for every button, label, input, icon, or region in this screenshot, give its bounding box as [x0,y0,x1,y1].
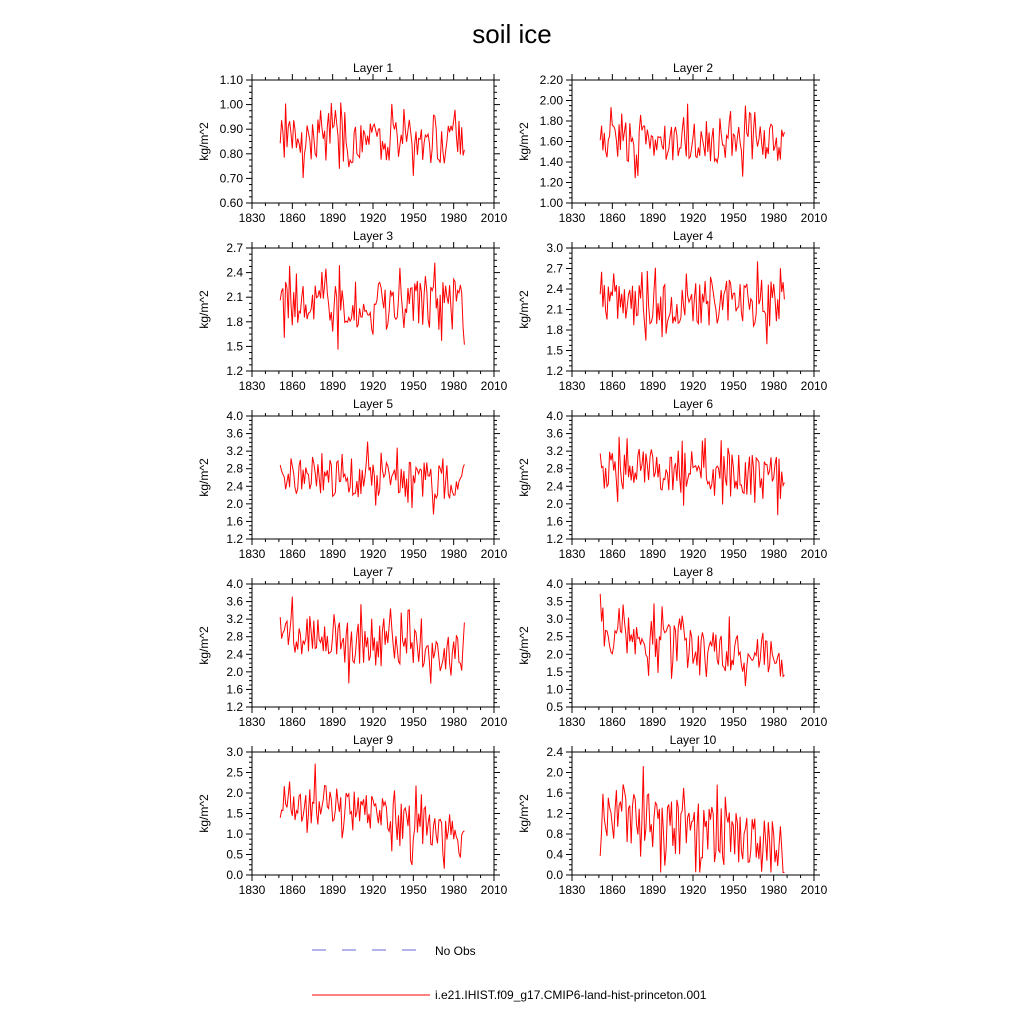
y-tick-label: 1.00 [539,196,563,210]
figure-title: soil ice [472,19,552,49]
x-tick-label: 1950 [399,715,427,729]
x-tick-label: 1980 [440,547,468,561]
chart-panel-layer-1 [197,61,508,225]
y-tick-label: 3.6 [226,426,243,441]
x-tick-label: 1950 [719,883,747,897]
y-tick-label: 2.4 [546,282,563,296]
x-tick-label: 1920 [679,379,707,393]
y-tick-label: 2.5 [546,629,563,644]
y-tick-label: 3.0 [546,612,563,627]
x-tick-label: 1920 [679,715,707,729]
x-tick-label: 1860 [598,211,626,225]
plot-frame [572,752,814,875]
y-tick-label: 1.6 [546,514,563,529]
panel-title: Layer 5 [352,397,394,411]
x-tick-label: 1890 [319,379,347,393]
y-tick-label: 3.5 [546,594,563,609]
y-tick-label: 1.2 [226,700,243,714]
x-tick-label: 1950 [719,211,747,225]
x-tick-label: 1950 [399,883,427,897]
y-tick-label: 3.2 [226,444,243,459]
x-tick-label: 1890 [319,715,347,729]
y-tick-label: 1.00 [219,97,243,112]
y-axis-label: kg/m^2 [517,794,531,833]
x-tick-label: 1980 [760,715,788,729]
x-tick-label: 1920 [359,379,387,393]
panel-title: Layer 9 [352,733,394,747]
x-tick-label: 2010 [800,547,828,561]
x-tick-label: 1920 [359,211,387,225]
y-tick-label: 1.6 [226,682,243,697]
y-tick-label: 3.6 [226,594,243,609]
x-tick-label: 1890 [319,211,347,225]
y-tick-label: 2.0 [226,664,243,679]
y-tick-label: 1.2 [546,364,563,378]
y-tick-label: 2.4 [546,479,563,494]
x-tick-label: 1830 [558,547,586,561]
y-axis-label: kg/m^2 [517,290,531,329]
y-axis-label: kg/m^2 [517,458,531,497]
plot-frame [572,584,814,707]
legend [312,944,707,1002]
chart-panel-layer-6 [517,397,828,561]
y-tick-label: 0.4 [546,847,563,862]
series-line [280,442,464,515]
plot-frame [252,752,494,875]
y-tick-label: 1.8 [226,314,243,329]
y-tick-label: 0.5 [226,847,243,862]
y-tick-label: 3.0 [226,745,243,759]
y-tick-label: 3.6 [546,426,563,441]
x-tick-label: 2010 [800,211,828,225]
x-tick-label: 1920 [679,883,707,897]
x-tick-label: 1950 [399,211,427,225]
y-tick-label: 2.0 [226,786,243,800]
y-tick-label: 1.40 [539,155,563,169]
x-tick-label: 1860 [278,211,306,225]
y-tick-label: 4.0 [226,577,243,591]
chart-panel-layer-2 [517,61,828,225]
chart-panel-layer-9 [197,733,508,897]
x-tick-label: 1950 [719,379,747,393]
x-tick-label: 1890 [639,211,667,225]
chart-panel-layer-8 [517,565,828,729]
x-tick-label: 1890 [639,883,667,897]
x-tick-label: 1890 [639,715,667,729]
x-tick-label: 1980 [760,547,788,561]
y-tick-label: 1.6 [226,514,243,529]
series-line [600,594,784,686]
x-tick-label: 1830 [558,883,586,897]
y-tick-label: 1.20 [539,175,563,190]
y-axis-label: kg/m^2 [517,626,531,665]
panel-title: Layer 1 [352,61,394,75]
series-line [600,766,784,872]
x-tick-label: 1890 [319,883,347,897]
legend-label-no-obs: No Obs [435,944,476,958]
y-tick-label: 2.4 [226,479,243,494]
x-tick-label: 1860 [598,883,626,897]
panel-title: Layer 3 [352,229,394,243]
x-tick-label: 1860 [278,715,306,729]
y-tick-label: 2.0 [226,496,243,511]
y-tick-label: 2.1 [546,302,563,317]
y-tick-label: 2.0 [546,647,563,662]
x-tick-label: 1950 [719,715,747,729]
y-axis-label: kg/m^2 [517,122,531,161]
x-tick-label: 1860 [598,715,626,729]
x-tick-label: 1980 [440,211,468,225]
chart-panel-layer-5 [197,397,508,561]
y-tick-label: 2.0 [546,496,563,511]
y-tick-label: 1.2 [226,532,243,546]
y-tick-label: 1.5 [226,806,243,821]
y-tick-label: 2.8 [226,629,243,644]
y-tick-label: 2.0 [546,765,563,780]
x-tick-label: 1920 [679,211,707,225]
x-tick-label: 1920 [359,883,387,897]
x-tick-label: 2010 [480,715,508,729]
y-tick-label: 2.8 [546,461,563,476]
y-tick-label: 4.0 [226,409,243,423]
panel-title: Layer 10 [669,733,717,747]
y-tick-label: 1.8 [546,323,563,337]
y-tick-label: 1.6 [546,786,563,800]
y-tick-label: 2.00 [539,93,563,108]
x-tick-label: 1950 [399,379,427,393]
y-tick-label: 1.60 [539,134,563,149]
x-tick-label: 1980 [440,379,468,393]
y-tick-label: 2.4 [226,265,243,280]
series-line [280,764,464,869]
series-line [280,597,464,684]
panel-title: Layer 4 [672,229,714,243]
panel-title: Layer 8 [672,565,714,579]
x-tick-label: 1860 [598,547,626,561]
series-line [600,437,784,515]
y-tick-label: 1.2 [226,364,243,378]
chart-panel-layer-7 [197,565,508,729]
y-tick-label: 4.0 [546,409,563,423]
x-tick-label: 1920 [359,715,387,729]
panel-title: Layer 6 [672,397,714,411]
y-tick-label: 0.80 [219,146,243,161]
series-line [600,104,784,178]
x-tick-label: 1830 [238,715,266,729]
y-tick-label: 1.5 [226,339,243,354]
series-line [600,261,784,344]
y-tick-label: 1.2 [546,806,563,821]
x-tick-label: 1980 [760,211,788,225]
y-tick-label: 1.80 [539,114,563,128]
series-line [280,263,464,350]
chart-panel-layer-4 [517,229,828,393]
legend-label-model: i.e21.IHIST.f09_g17.CMIP6-land-hist-princeton.001 [435,988,707,1002]
x-tick-label: 1830 [558,379,586,393]
x-tick-label: 1890 [639,379,667,393]
y-tick-label: 2.1 [226,290,243,305]
x-tick-label: 1980 [760,379,788,393]
y-axis-label: kg/m^2 [197,458,211,497]
x-tick-label: 1980 [760,883,788,897]
y-tick-label: 3.2 [546,444,563,459]
y-tick-label: 0.8 [546,827,563,841]
y-tick-label: 0.60 [219,196,243,210]
x-tick-label: 1950 [719,547,747,561]
x-tick-label: 1830 [558,211,586,225]
x-tick-label: 2010 [480,547,508,561]
y-tick-label: 4.0 [546,577,563,591]
y-tick-label: 3.0 [546,241,563,255]
x-tick-label: 1860 [278,379,306,393]
y-axis-label: kg/m^2 [197,794,211,833]
y-tick-label: 1.2 [546,532,563,546]
x-tick-label: 1830 [238,379,266,393]
y-tick-label: 2.4 [226,647,243,662]
y-tick-label: 1.5 [546,343,563,358]
x-tick-label: 1950 [399,547,427,561]
y-tick-label: 1.0 [226,827,243,841]
x-tick-label: 2010 [480,883,508,897]
y-tick-label: 2.4 [546,745,563,759]
x-tick-label: 1920 [359,547,387,561]
y-tick-label: 0.70 [219,171,243,186]
x-tick-label: 1860 [278,883,306,897]
y-tick-label: 1.0 [546,682,563,697]
x-tick-label: 1980 [440,883,468,897]
y-tick-label: 2.8 [226,461,243,476]
y-tick-label: 2.20 [539,73,563,87]
x-tick-label: 1830 [238,547,266,561]
x-tick-label: 1860 [598,379,626,393]
x-tick-label: 1860 [278,547,306,561]
y-tick-label: 2.7 [226,241,243,255]
y-tick-label: 2.7 [546,261,563,276]
y-tick-label: 2.5 [226,765,243,780]
x-tick-label: 1830 [558,715,586,729]
x-tick-label: 2010 [480,379,508,393]
y-axis-label: kg/m^2 [197,626,211,665]
y-tick-label: 1.10 [219,73,243,87]
x-tick-label: 1920 [679,547,707,561]
x-tick-label: 1980 [440,715,468,729]
y-tick-label: 1.5 [546,664,563,679]
chart-panels [197,61,828,897]
x-tick-label: 1830 [238,211,266,225]
y-axis-label: kg/m^2 [197,290,211,329]
series-line [280,103,464,178]
plot-frame [572,248,814,371]
y-tick-label: 0.5 [546,700,563,714]
y-axis-label: kg/m^2 [197,122,211,161]
chart-panel-layer-3 [197,229,508,393]
x-tick-label: 2010 [480,211,508,225]
x-tick-label: 2010 [800,715,828,729]
x-tick-label: 2010 [800,883,828,897]
x-tick-label: 1890 [639,547,667,561]
x-tick-label: 1830 [238,883,266,897]
x-tick-label: 1890 [319,547,347,561]
panel-title: Layer 2 [672,61,714,75]
y-tick-label: 0.0 [546,868,563,882]
y-tick-label: 3.2 [226,612,243,627]
chart-panel-layer-10 [517,733,828,897]
y-tick-label: 0.90 [219,122,243,137]
panel-title: Layer 7 [352,565,394,579]
y-tick-label: 0.0 [226,868,243,882]
x-tick-label: 2010 [800,379,828,393]
